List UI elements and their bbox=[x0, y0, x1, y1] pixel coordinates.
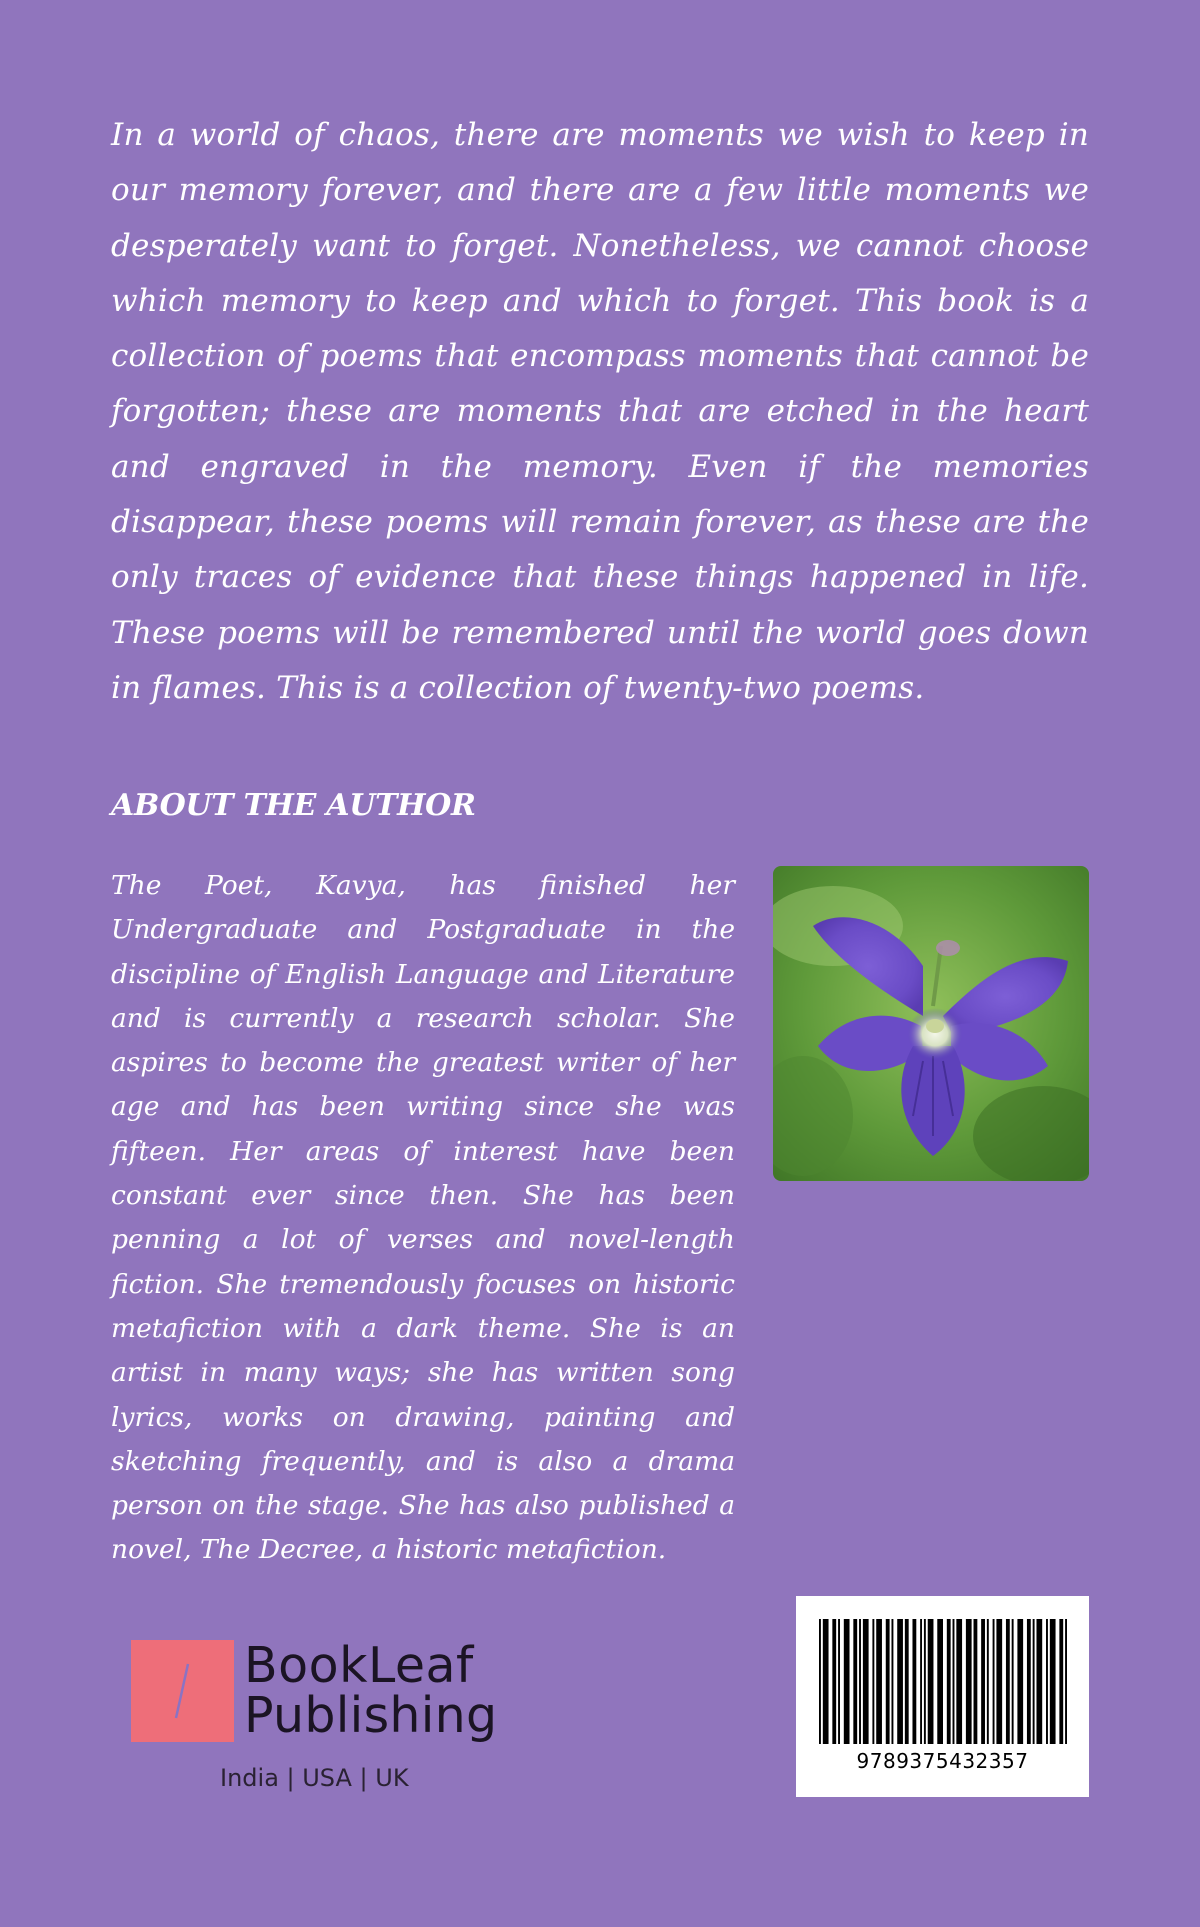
barcode-bar bbox=[993, 1619, 995, 1744]
barcode-bar bbox=[859, 1619, 861, 1744]
publisher-name-line1: BookLeaf bbox=[244, 1637, 474, 1694]
isbn-barcode bbox=[796, 1596, 1089, 1797]
barcode-bar bbox=[1059, 1619, 1063, 1744]
barcode-bar bbox=[974, 1619, 978, 1744]
barcode-bar bbox=[1017, 1619, 1023, 1744]
barcode-bars bbox=[819, 1619, 1067, 1744]
barcode-bar bbox=[844, 1619, 850, 1744]
publisher-name-line2: Publishing bbox=[244, 1687, 498, 1744]
barcode-bar bbox=[1050, 1619, 1056, 1744]
barcode-bar bbox=[928, 1619, 934, 1744]
barcode-bar bbox=[920, 1619, 922, 1744]
barcode-bar bbox=[905, 1619, 909, 1744]
barcode-bar bbox=[981, 1619, 985, 1744]
barcode-bar bbox=[987, 1619, 989, 1744]
barcode-bar bbox=[853, 1619, 857, 1744]
barcode-bar bbox=[1027, 1619, 1031, 1744]
barcode-bar bbox=[956, 1619, 962, 1744]
barcode-bar bbox=[1033, 1619, 1035, 1744]
barcode-bar bbox=[891, 1619, 893, 1744]
barcode-bar bbox=[947, 1619, 951, 1744]
barcode-bar bbox=[876, 1619, 882, 1744]
bookleaf-publishing-logo bbox=[131, 1637, 511, 1792]
barcode-bar bbox=[912, 1619, 916, 1744]
barcode-bar bbox=[838, 1619, 840, 1744]
barcode-bar bbox=[966, 1619, 972, 1744]
barcode-bar bbox=[897, 1619, 903, 1744]
barcode-bar bbox=[924, 1619, 926, 1744]
barcode-bar bbox=[872, 1619, 874, 1744]
barcode-bar bbox=[1006, 1619, 1010, 1744]
barcode-bar bbox=[886, 1619, 890, 1744]
barcode-bar bbox=[819, 1619, 821, 1744]
publisher-countries: India | USA | UK bbox=[220, 1764, 409, 1792]
barcode-bar bbox=[863, 1619, 869, 1744]
back-cover-blurb: In a world of chaos, there are moments we wish to keep in our memory forever, and there are a few little moments we desperately want to forget. Nonetheless, we cannot choose which memory to keep and which to forget. This book is a collection of poems that encompass moments that cannot be forgotten; these are moments that are etched in the heart and engraved in the memory. Even if the memories disappear, these poems will remain forever, as these are the only traces of evidence that these things happened in life. These poems will be remembered until the world goes down in flames. This is a collection of twenty-two poems. bbox=[111, 117, 1089, 706]
author-bio: The Poet, Kavya, has finished her Undergraduate and Postgraduate in the discipline of English Language and Literature and is currently a research scholar. She aspires to become the greatest writer of her age and has been writing since she was fifteen. Her areas of interest have been constant ever since then. She has been penning a lot of verses and novel-length fiction. She tremendously focuses on historic metafiction with a dark theme. She is an artist in many ways; she has written song lyrics, works on drawing, painting and sketching frequently, and is also a drama person on the stage. She has also published a novel, The Decree, a historic metafiction. bbox=[111, 870, 735, 1566]
barcode-bar bbox=[1036, 1619, 1042, 1744]
barcode-bar bbox=[1046, 1619, 1048, 1744]
barcode-bar bbox=[1012, 1619, 1014, 1744]
about-author-heading: ABOUT THE AUTHOR bbox=[111, 788, 476, 823]
barcode-bar bbox=[996, 1619, 1002, 1744]
barcode-bar bbox=[823, 1619, 829, 1744]
barcode-bar bbox=[953, 1619, 955, 1744]
barcode-bar bbox=[1065, 1619, 1067, 1744]
violet-flower-photo bbox=[773, 866, 1089, 1181]
barcode-bar bbox=[832, 1619, 836, 1744]
logo-slash-icon bbox=[131, 1640, 234, 1742]
barcode-bar bbox=[937, 1619, 943, 1744]
isbn-number: 9789375432357 bbox=[856, 1749, 1029, 1773]
